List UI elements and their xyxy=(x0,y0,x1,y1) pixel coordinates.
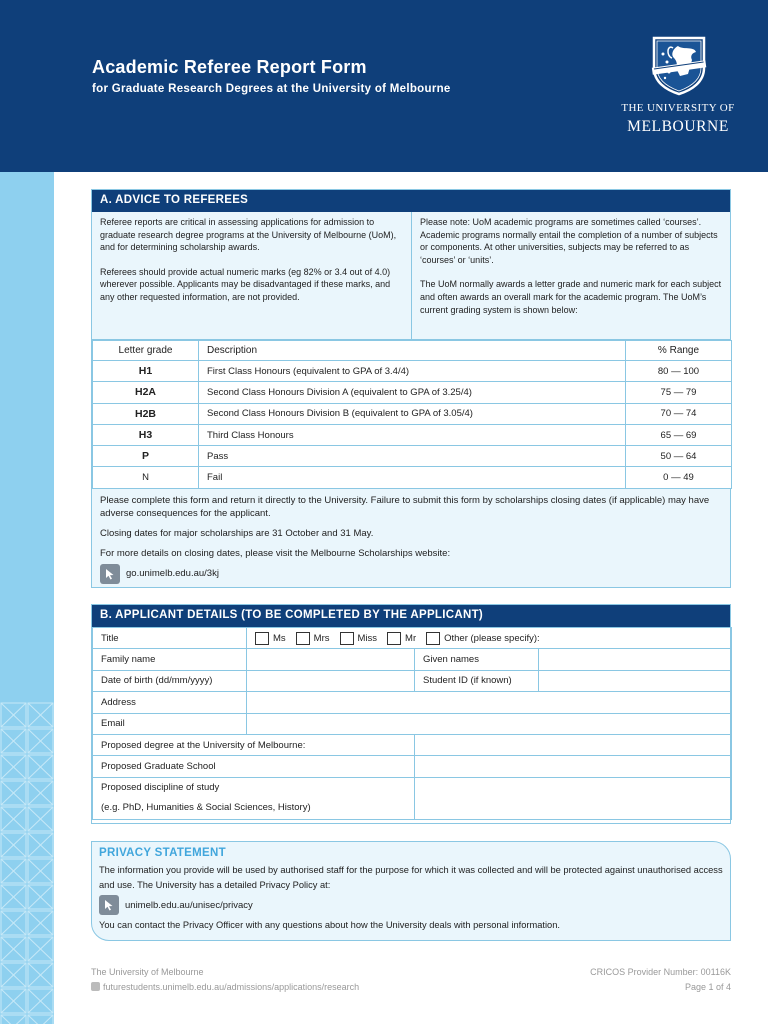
applicant-table xyxy=(92,627,732,820)
instructions-text: Please complete this form and return it directly to the University. Failure to submit this form by scholarships closing dates (if applicable) may have adverse consequences for the applicant. xyxy=(100,494,710,519)
title-checkbox-miss[interactable] xyxy=(340,632,354,645)
privacy-contact: You can contact the Privacy Officer with any questions about how the University deals with personal information. xyxy=(99,920,560,930)
title-row xyxy=(93,628,732,649)
grade-letter: P xyxy=(93,446,199,467)
grade-row xyxy=(93,361,732,382)
grade-description: First Class Honours (equivalent to GPA of 3.4/4) xyxy=(199,361,626,382)
grade-description: Fail xyxy=(199,467,626,488)
grade-range: 65 — 69 xyxy=(626,424,732,445)
title-option-label: Other (please specify): xyxy=(444,632,540,644)
grade-range: 0 — 49 xyxy=(626,467,732,488)
address-row xyxy=(93,692,732,713)
more-details-text: For more details on closing dates, please visit the Melbourne Scholarships website: xyxy=(100,547,451,559)
address-label: Address xyxy=(93,692,247,713)
degree-row xyxy=(93,734,732,755)
crest-icon xyxy=(648,34,710,96)
page-header xyxy=(0,0,768,172)
title-options xyxy=(247,628,732,649)
form-title: Academic Referee Report Form xyxy=(92,57,367,77)
column-header-range: % Range xyxy=(626,341,732,361)
given-names-field[interactable] xyxy=(539,649,732,670)
title-checkbox-mrs[interactable] xyxy=(296,632,310,645)
grade-range: 75 — 79 xyxy=(626,382,732,403)
advice-paragraph: Please note: UoM academic programs are sometimes called ‘courses’. Academic programs normally entail the completion of a number of subjects or components. At other universities, subjects may be referred to as ‘courses’ or ‘units’. xyxy=(420,217,718,265)
title-label: Title xyxy=(93,628,247,649)
cursor-icon xyxy=(100,564,120,584)
footer-org: The University of Melbourne xyxy=(91,967,204,977)
grading-header-row xyxy=(93,341,732,361)
address-field[interactable] xyxy=(247,692,732,713)
discipline-label-text: Proposed discipline of study xyxy=(101,782,220,794)
name-row xyxy=(93,649,732,670)
grade-letter: H3 xyxy=(93,424,199,445)
grade-letter: H2A xyxy=(93,382,199,403)
closing-dates-text: Closing dates for major scholarships are 31 October and 31 May. xyxy=(100,527,374,539)
footer-right xyxy=(590,965,731,995)
column-header-description: Description xyxy=(199,341,626,361)
grade-range: 50 — 64 xyxy=(626,446,732,467)
column-header-grade: Letter grade xyxy=(93,341,199,361)
email-label: Email xyxy=(93,713,247,734)
proposed-school-field[interactable] xyxy=(415,756,732,777)
title-checkbox-mr[interactable] xyxy=(387,632,401,645)
university-logo xyxy=(620,34,740,144)
title-checkbox-ms[interactable] xyxy=(255,632,269,645)
privacy-url[interactable]: unimelb.edu.au/unisec/privacy xyxy=(125,899,253,911)
grade-description: Second Class Honours Division A (equivalent to GPA of 3.25/4) xyxy=(199,382,626,403)
footer-cricos: CRICOS Provider Number: 00116K xyxy=(590,967,731,977)
title-checkbox-other[interactable] xyxy=(426,632,440,645)
dob-label: Date of birth (dd/mm/yyyy) xyxy=(93,670,247,691)
footer-page-number: Page 1 of 4 xyxy=(684,982,731,992)
proposed-school-label: Proposed Graduate School xyxy=(93,756,415,777)
grade-row xyxy=(93,382,732,403)
advice-paragraph: The UoM normally awards a letter grade and numeric mark for each subject and often awards an overall mark for the academic program. The UoM’s current grading system is shown below: xyxy=(420,279,722,315)
submission-instructions xyxy=(92,489,730,589)
footer-url[interactable]: futurestudents.unimelb.edu.au/admissions/applications/research xyxy=(103,982,360,992)
grade-description: Pass xyxy=(199,446,626,467)
grade-letter: N xyxy=(93,467,199,488)
grade-letter: H2B xyxy=(93,403,199,424)
form-subtitle: for Graduate Research Degrees at the University of Melbourne xyxy=(92,83,451,95)
dob-field[interactable] xyxy=(247,670,415,691)
privacy-statement xyxy=(91,841,731,941)
family-name-field[interactable] xyxy=(247,649,415,670)
privacy-title: PRIVACY STATEMENT xyxy=(99,847,226,859)
advice-left-column xyxy=(92,212,411,339)
grade-range: 70 — 74 xyxy=(626,403,732,424)
proposed-discipline-field[interactable] xyxy=(415,777,732,819)
logo-text-line1: THE UNIVERSITY OF xyxy=(621,102,735,114)
student-id-label: Student ID (if known) xyxy=(415,670,539,691)
side-strip xyxy=(0,172,54,1024)
advice-panel xyxy=(92,212,730,340)
school-row xyxy=(93,756,732,777)
grade-range: 80 — 100 xyxy=(626,361,732,382)
section-a-heading: A. ADVICE TO REFEREES xyxy=(92,190,730,212)
given-names-label: Given names xyxy=(415,649,539,670)
student-id-field[interactable] xyxy=(539,670,732,691)
title-option-label: Mrs xyxy=(313,632,330,644)
scholarships-url[interactable]: go.unimelb.edu.au/3kj xyxy=(126,568,219,580)
section-applicant-details xyxy=(91,604,731,824)
grading-table xyxy=(92,340,732,489)
advice-paragraph: Referees should provide actual numeric marks (eg 82% or 3.4 out of 4.0) wherever possible. Applicants may be disadvantaged if these marks, and any other requested information, are not provided. xyxy=(100,266,391,302)
grade-description: Second Class Honours Division B (equivalent to GPA of 3.05/4) xyxy=(199,403,626,424)
grade-description: Third Class Honours xyxy=(199,424,626,445)
family-name-label: Family name xyxy=(93,649,247,670)
email-field[interactable] xyxy=(247,713,732,734)
advice-paragraph: Referee reports are critical in assessing applications for admission to graduate research degree programs at the University of Melbourne (UoM), and for determining scholarship awards. xyxy=(100,217,397,253)
privacy-body: The information you provide will be used by authorised staff for the purpose for which it was collected and will be protected against unauthorised access and use. The University has a detailed Privacy Policy at: xyxy=(99,865,723,890)
title-option-label: Mr xyxy=(405,632,417,644)
discipline-row xyxy=(93,777,732,819)
title-option-label: Ms xyxy=(273,632,286,644)
grade-row xyxy=(93,446,732,467)
proposed-degree-label: Proposed degree at the University of Melbourne: xyxy=(93,734,415,755)
grade-letter: H1 xyxy=(93,361,199,382)
section-b-heading: B. APPLICANT DETAILS (TO BE COMPLETED BY THE APPLICANT) xyxy=(92,605,730,627)
section-advice-to-referees xyxy=(91,189,731,588)
proposed-degree-field[interactable] xyxy=(415,734,732,755)
dob-row xyxy=(93,670,732,691)
crosshatch-pattern xyxy=(0,702,54,1024)
footer-url-row[interactable] xyxy=(91,980,359,995)
scholarships-link[interactable] xyxy=(100,564,722,584)
proposed-discipline-label xyxy=(93,777,415,819)
link-icon xyxy=(91,982,100,991)
privacy-link[interactable] xyxy=(99,895,723,915)
grade-row xyxy=(93,467,732,488)
grade-row xyxy=(93,424,732,445)
footer-left xyxy=(91,965,359,995)
email-row xyxy=(93,713,732,734)
grade-row xyxy=(93,403,732,424)
logo-text-line2: MELBOURNE xyxy=(627,118,729,135)
discipline-example-text: (e.g. PhD, Humanities & Social Sciences, History) xyxy=(101,802,311,814)
cursor-icon xyxy=(99,895,119,915)
title-option-label: Miss xyxy=(357,632,378,644)
advice-right-column xyxy=(411,212,730,339)
